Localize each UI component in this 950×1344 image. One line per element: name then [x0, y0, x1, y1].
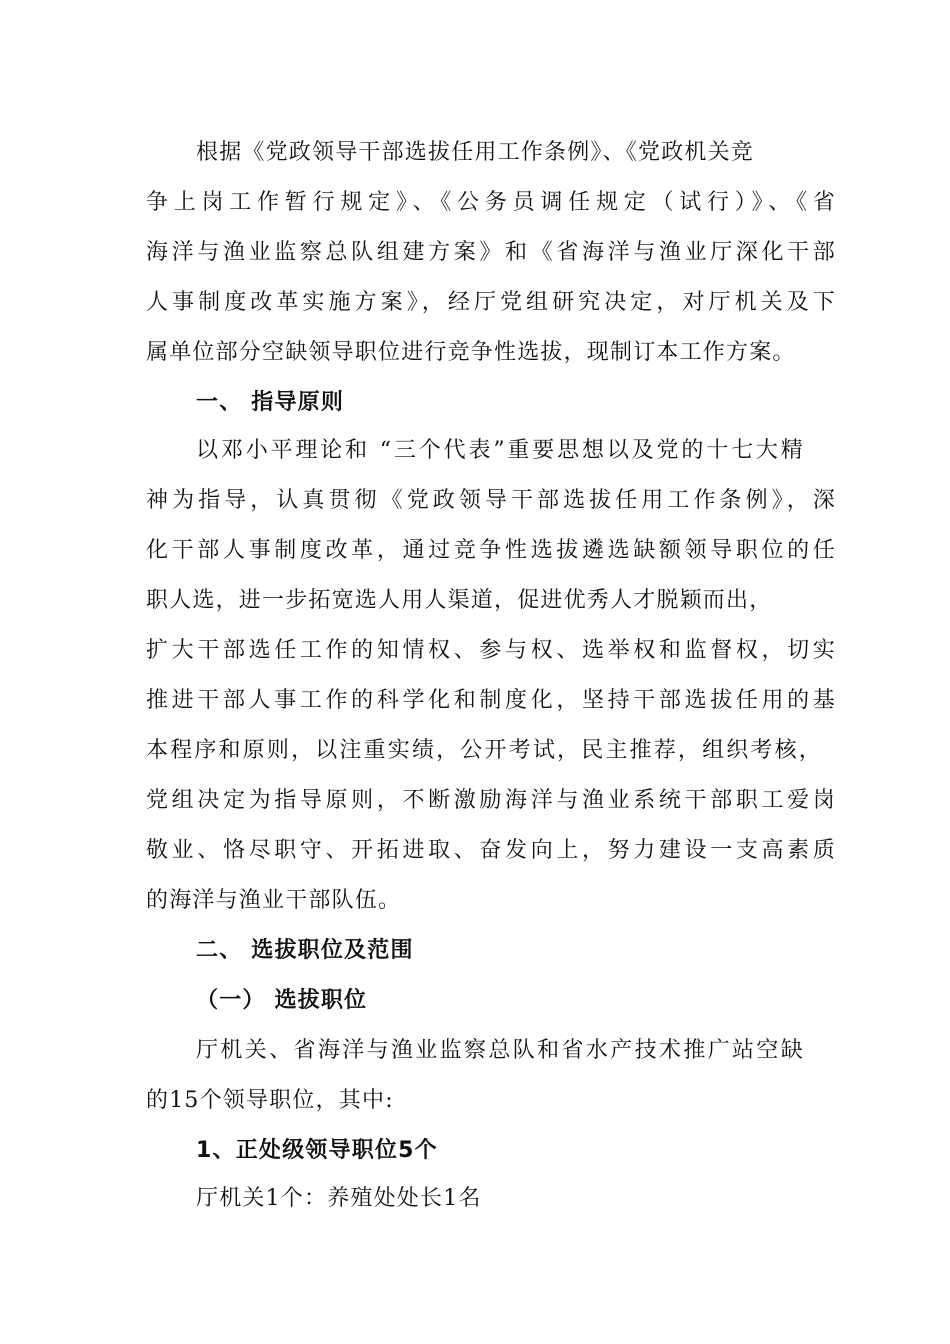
- principles-line-1: 以邓小平理论和 “三个代表”重要思想以及党的十七大精: [196, 438, 804, 463]
- positions-line-1: 厅机关、省海洋与渔业监察总队和省水产技术推广站空缺: [196, 1038, 804, 1063]
- intro-line-2: 争上岗工作暂行规定》、《公务员调任规定（试行）》、《省: [146, 190, 836, 215]
- principles-line-4: 职人选，进一步拓宽选人用人渠道，促进优秀人才脱颖而出，: [146, 588, 773, 613]
- principles-line-3: 化干部人事制度改革，通过竞争性选拔遴选缺额领导职位的任: [146, 538, 836, 563]
- principles-line-10: 的海洋与渔业干部队伍。: [146, 888, 402, 913]
- intro-line-1: 根据《党政领导干部选拔任用工作条例》、《党政机关竞: [196, 140, 755, 165]
- principles-line-8: 党组决定为指导原则，不断激励海洋与渔业系统干部职工爱岗: [146, 788, 836, 813]
- intro-line-5: 属单位部分空缺领导职位进行竞争性选拔，现制订本工作方案。: [146, 340, 796, 365]
- principles-line-9: 敬业、恪尽职守、开拓进取、奋发向上，努力建设一支高素质: [146, 838, 836, 863]
- item-heading-division-level: 1、正处级领导职位5个: [196, 1138, 438, 1163]
- principles-line-5: 扩大干部选任工作的知情权、参与权、选举权和监督权，切实: [146, 638, 836, 663]
- principles-line-7: 本程序和原则，以注重实绩，公开考试，民主推荐，组织考核，: [146, 738, 822, 763]
- principles-line-2: 神为指导，认真贯彻《党政领导干部选拔任用工作条例》，深: [146, 488, 836, 513]
- section-heading-guiding-principles: 一、 指导原则: [196, 390, 345, 415]
- intro-line-3: 海洋与渔业监察总队组建方案》和《省海洋与渔业厅深化干部: [146, 240, 836, 265]
- section-heading-positions-scope: 二、 选拔职位及范围: [196, 938, 414, 963]
- intro-line-4: 人事制度改革实施方案》，经厅党组研究决定，对厅机关及下: [146, 290, 836, 315]
- item-line-breeding-division: 厅机关1个：养殖处处长1名: [196, 1186, 482, 1211]
- principles-line-6: 推进干部人事工作的科学化和制度化，坚持干部选拔任用的基: [146, 688, 836, 713]
- positions-line-2: 的15个领导职位，其中:: [146, 1088, 394, 1113]
- subsection-heading-positions: （一） 选拔职位: [196, 988, 368, 1013]
